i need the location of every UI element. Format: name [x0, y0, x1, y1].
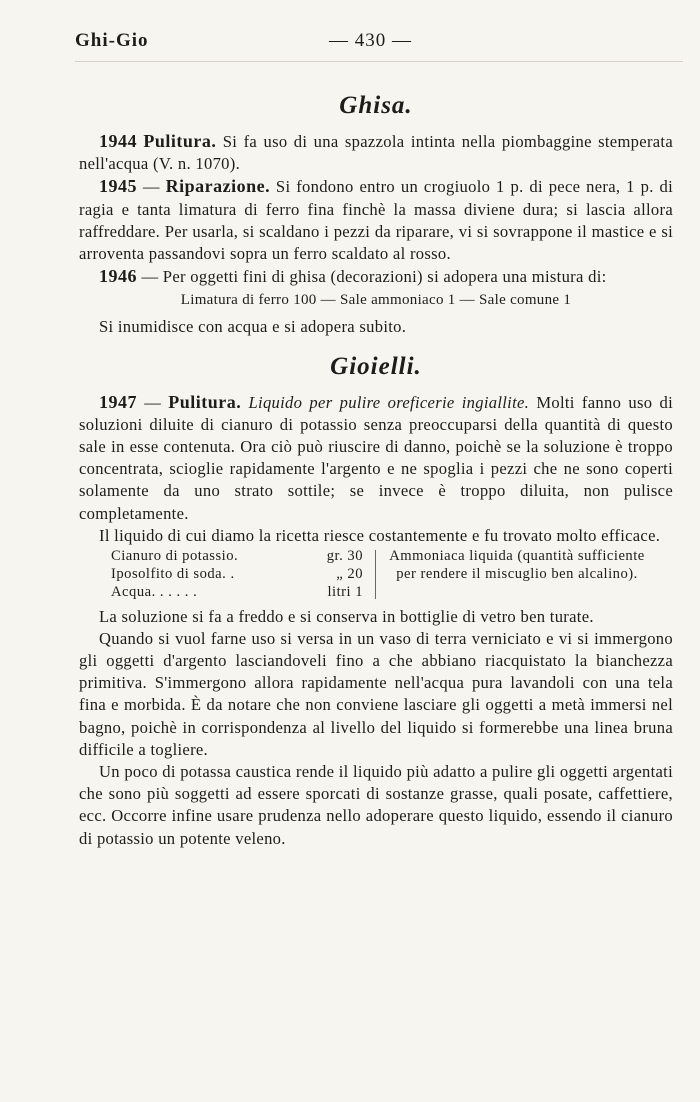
ingredient-name: Iposolfito di soda	[111, 566, 223, 583]
entry-heading: Pulitura.	[143, 131, 217, 151]
entry-text: Molti fanno uso di soluzioni diluite di cianuro di potassio senza preoccuparsi della quantità di questo sale in esse contenuta. Ora ciò può riuscire di danno, poichè se la soluzione è troppo concentrata, scioglie rapidamente l'argento e ne spoglia i pezzi che ne sono coperti solamente da uno strato sottile; se invece è troppo diluita, non pulisce completamente.	[79, 392, 674, 523]
entry-1946	[79, 265, 673, 288]
entry-1945	[79, 175, 673, 265]
ingredient-leader: . .	[222, 566, 235, 583]
ingredient-leader: .	[234, 548, 239, 565]
section-title-gioielli: Gioielli.	[330, 352, 422, 380]
paragraph-recipe-intro: Il liquido di cui diamo la ricetta riesce costantemente e fu trovato molto efficace.	[99, 525, 661, 545]
recipe-block	[111, 547, 673, 602]
entry-heading: Pulitura.	[168, 391, 242, 412]
entry-heading: Riparazione.	[165, 176, 271, 197]
formula-line: Limatura di ferro 100 — Sale ammoniaco 1 — Sale comune 1	[180, 292, 572, 309]
recipe-ingredients	[111, 547, 363, 602]
entry-dash: —	[137, 392, 169, 412]
page-number: — 430 —	[329, 30, 412, 51]
entry-number: 1947	[99, 391, 137, 412]
recipe-row	[111, 565, 363, 583]
entry-text: — Per oggetti fini di ghisa (decorazioni) si adopera una mistura di:	[137, 267, 607, 287]
entry-number: 1945	[99, 176, 137, 197]
ingredient-name: Cianuro di potassio	[111, 548, 235, 565]
recipe-brace	[363, 547, 389, 602]
running-head-title: Ghi-Gio	[75, 30, 149, 51]
running-head	[75, 30, 673, 56]
entry-text: Si fa uso di una spazzola intinta nella piombaggine stemperata nell'acqua (V. n. 1070).	[79, 132, 674, 174]
recipe-note: Ammoniaca liquida (quantità sufficiente per rendere il miscuglio ben alcalino).	[389, 548, 645, 583]
recipe-row	[111, 547, 363, 565]
ingredient-quantity: „ 20	[336, 566, 363, 583]
ingredient-name: Acqua	[111, 584, 152, 601]
ingredient-quantity: litri 1	[327, 584, 363, 601]
entry-text: Si fondono entro un crogiuolo 1 p. di pece nera, 1 p. di ragia e tanta limatura di ferro fina finchè la massa diviene dura; si lascia allora raffreddare. Per usarla, si scaldano i pezzi da riparare, vi si sovrappone il mastice e si arroventa passandovi sopra un ferro scaldato al rosso.	[79, 177, 673, 264]
entry-number: 1946	[99, 266, 137, 287]
entry-subtitle: Liquido per pulire oreficerie ingiallite.	[248, 392, 530, 412]
entry-dash: —	[137, 177, 166, 197]
page	[75, 30, 674, 850]
entry-1947	[79, 391, 673, 525]
header-rule	[75, 61, 683, 62]
paragraph-usage: Quando si vuol farne uso si versa in un vaso di terra verniciato e vi si immergono gli oggetti d'argento lasciandoveli fino a che abbiano riacquistato la bianchezza primitiva. S'immergono allora rapidamente nell'acqua pura lavandoli con una tela fina e morbida. È da notare che non conviene lasciare gli oggetti a metà immersi nel bagno, poichè in corrispondenza al livello del liquido si formerebbe una linea bruna difficile a togliere.	[79, 628, 673, 759]
paragraph-warning: Un poco di potassa caustica rende il liquido più adatto a pulire gli oggetti argentati che sono più soggetti ad essere sporcati di sostanze grasse, quali posate, caffettiere, ecc. Occorre infine usare prudenza nello adoperare questo liquido, essendo il cianuro di potassio un potente veleno.	[79, 762, 673, 848]
recipe-row	[111, 583, 363, 601]
paragraph-storage: La soluzione si fa a freddo e si conserva in bottiglie di vetro ben turate.	[99, 606, 594, 626]
section-title-ghisa: Ghisa.	[339, 92, 413, 119]
entry-1944	[79, 130, 673, 175]
ingredient-leader: . . . . . .	[151, 584, 198, 601]
paragraph-ghisa-after: Si inumidisce con acqua e si adopera subito.	[99, 317, 407, 337]
entry-number: 1944	[99, 131, 137, 151]
ingredient-quantity: gr. 30	[326, 548, 363, 565]
